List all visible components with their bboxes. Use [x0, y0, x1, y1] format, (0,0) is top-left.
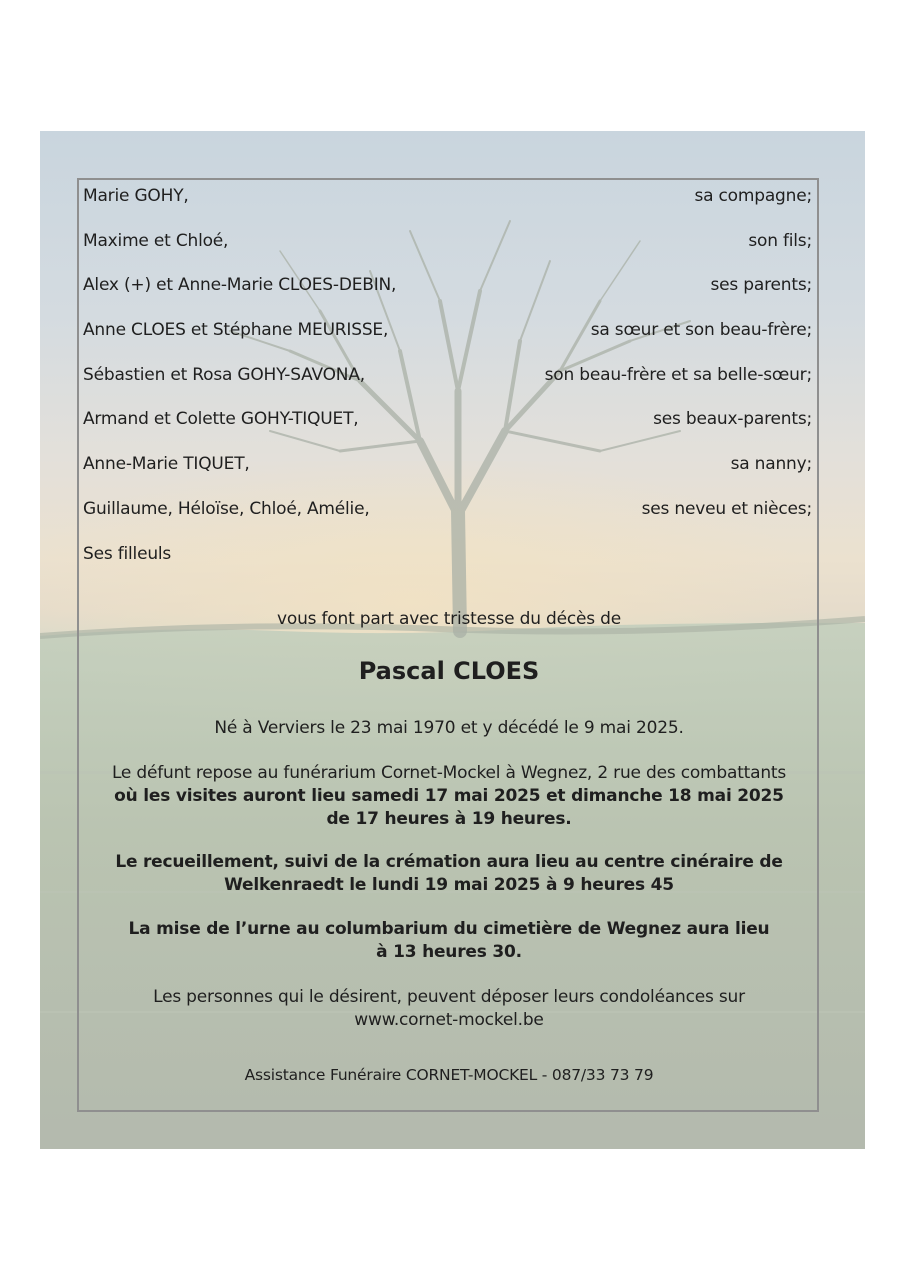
family-member-relation: ses parents;: [710, 275, 812, 296]
urn-time-line: à 13 heures 30.: [376, 942, 522, 962]
family-row: [83, 183, 812, 228]
family-row: [83, 272, 812, 317]
family-member-name: Anne-Marie TIQUET,: [83, 454, 250, 475]
urn-block: [78, 918, 820, 964]
deceased-name: Pascal CLOES: [358, 657, 540, 685]
family-member-relation: sa sœur et son beau-frère;: [590, 320, 812, 341]
family-member-name: Armand et Colette GOHY-TIQUET,: [83, 409, 359, 430]
ceremony-date-line: Welkenraedt le lundi 19 mai 2025 à 9 heures 45: [224, 875, 674, 895]
family-member-relation: sa compagne;: [694, 186, 812, 206]
urn-line: La mise de l’urne au columbarium du cimetière de Wegnez aura lieu: [128, 919, 770, 939]
family-member-relation: son fils;: [748, 230, 812, 251]
condolences-line: Les personnes qui le désirent, peuvent déposer leurs condoléances sur: [153, 987, 745, 1007]
birth-death-text: Né à Verviers le 23 mai 1970 et y décédé le 9 mai 2025.: [214, 718, 684, 738]
family-member-relation: ses neveu et nièces;: [641, 498, 812, 519]
family-row: [83, 228, 812, 273]
condolences-block: [78, 986, 820, 1032]
family-row: [83, 541, 812, 586]
ceremony-line: Le recueillement, suivi de la crémation aura lieu au centre cinéraire de: [115, 852, 783, 872]
ceremony-block: [78, 851, 820, 897]
family-list: [83, 183, 812, 585]
family-member-relation: sa nanny;: [730, 454, 812, 475]
family-member-name: Guillaume, Héloïse, Chloé, Amélie,: [83, 498, 370, 519]
family-member-name: Alex (+) et Anne-Marie CLOES-DEBIN,: [83, 275, 397, 296]
family-member-name: Anne CLOES et Stéphane MEURISSE,: [83, 320, 389, 341]
family-member-name: Sébastien et Rosa GOHY-SAVONA,: [83, 364, 365, 385]
family-row: [83, 317, 812, 362]
family-row: [83, 451, 812, 496]
family-row: [83, 496, 812, 541]
family-member-name: Marie GOHY,: [83, 186, 189, 206]
family-member-name: Ses filleuls: [83, 543, 172, 564]
family-member-relation: ses beaux-parents;: [653, 409, 812, 430]
visits-line: où les visites auront lieu samedi 17 mai 2025 et dimanche 18 mai 2025: [114, 786, 784, 806]
visits-hours-line: de 17 heures à 19 heures.: [326, 809, 572, 829]
family-row: [83, 406, 812, 451]
announcement-text: vous font part avec tristesse du décès de: [277, 609, 621, 629]
condolences-website-link[interactable]: www.cornet-mockel.be: [354, 1010, 544, 1030]
rest-location-block: [78, 762, 820, 831]
family-member-name: Maxime et Chloé,: [83, 230, 229, 251]
rest-location-line: Le défunt repose au funérarium Cornet-Mockel à Wegnez, 2 rue des combattants: [111, 763, 787, 783]
family-row: [83, 362, 812, 407]
family-member-relation: son beau-frère et sa belle-sœur;: [544, 364, 812, 385]
funeral-home-footer: Assistance Funéraire CORNET-MOCKEL - 087/33 73 79: [244, 1066, 654, 1084]
